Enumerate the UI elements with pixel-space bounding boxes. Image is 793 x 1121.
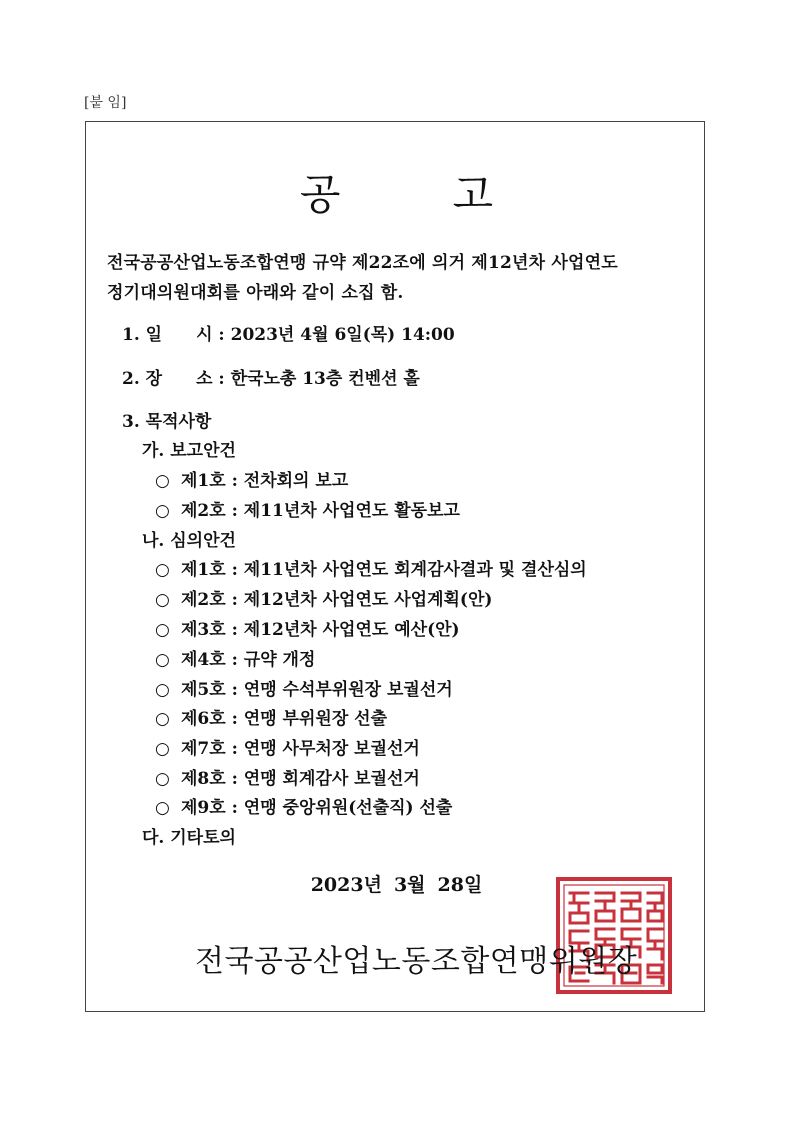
signer-name: 전국공공산업노동조합연맹위원장: [195, 944, 638, 979]
notice-title: [0, 162, 793, 222]
notice-date: [0, 870, 793, 897]
deliberation-item: ○ 제8호 : 연맹 회계감사 보궐선거: [155, 769, 420, 789]
bullet-circle-icon: ○: [155, 680, 170, 700]
bullet-circle-icon: ○: [155, 650, 170, 670]
deliberation-item: ○ 제1호 : 제11년차 사업연도 회계감사결과 및 결산심의: [155, 560, 587, 580]
deliberation-item: ○ 제5호 : 연맹 수석부위원장 보궐선거: [155, 680, 453, 700]
item-venue: 2. 장 소 : 한국노총 13층 컨벤션 홀: [122, 369, 420, 389]
intro-paragraph: [107, 248, 618, 308]
deliberation-item: ○ 제9호 : 연맹 중앙위원(선출직) 선출: [155, 798, 453, 818]
report-item: ○ 제1호 : 전차회의 보고: [155, 471, 349, 491]
section-report-heading: 가. 보고안건: [142, 441, 236, 461]
section-deliberation-heading: 나. 심의안건: [142, 531, 236, 551]
deliberation-item: ○ 제7호 : 연맹 사무처장 보궐선거: [155, 739, 420, 759]
bullet-circle-icon: ○: [155, 620, 170, 640]
deliberation-item: ○ 제2호 : 제12년차 사업연도 사업계획(안): [155, 590, 493, 610]
title-char-1: 공: [299, 170, 341, 219]
intro-line-1: 전국공공산업노동조합연맹 규약 제22조에 의거 제12년차 사업연도: [107, 253, 618, 273]
intro-line-2: 정기대의원대회를 아래와 같이 소집 함.: [107, 283, 404, 303]
item-agenda-heading: 3. 목적사항: [122, 412, 212, 432]
bullet-circle-icon: ○: [155, 560, 170, 580]
bullet-circle-icon: ○: [155, 739, 170, 759]
deliberation-item: ○ 제4호 : 규약 개정: [155, 650, 316, 670]
bullet-circle-icon: ○: [155, 501, 170, 521]
attachment-label: [붙 임]: [84, 95, 127, 111]
title-char-2: 고: [452, 170, 494, 219]
deliberation-item: ○ 제6호 : 연맹 부위원장 선출: [155, 709, 387, 729]
date-year: 2023년: [310, 874, 382, 896]
bullet-circle-icon: ○: [155, 471, 170, 491]
deliberation-item: ○ 제3호 : 제12년차 사업연도 예산(안): [155, 620, 460, 640]
bullet-circle-icon: ○: [155, 590, 170, 610]
bullet-circle-icon: ○: [155, 798, 170, 818]
bullet-circle-icon: ○: [155, 709, 170, 729]
date-day: 28일: [437, 874, 483, 896]
bullet-circle-icon: ○: [155, 769, 170, 789]
date-month: 3월: [393, 874, 426, 896]
report-item: ○ 제2호 : 제11년차 사업연도 활동보고: [155, 501, 460, 521]
item-datetime: 1. 일 시 : 2023년 4월 6일(목) 14:00: [122, 325, 455, 345]
section-other-heading: 다. 기타토의: [142, 828, 236, 848]
